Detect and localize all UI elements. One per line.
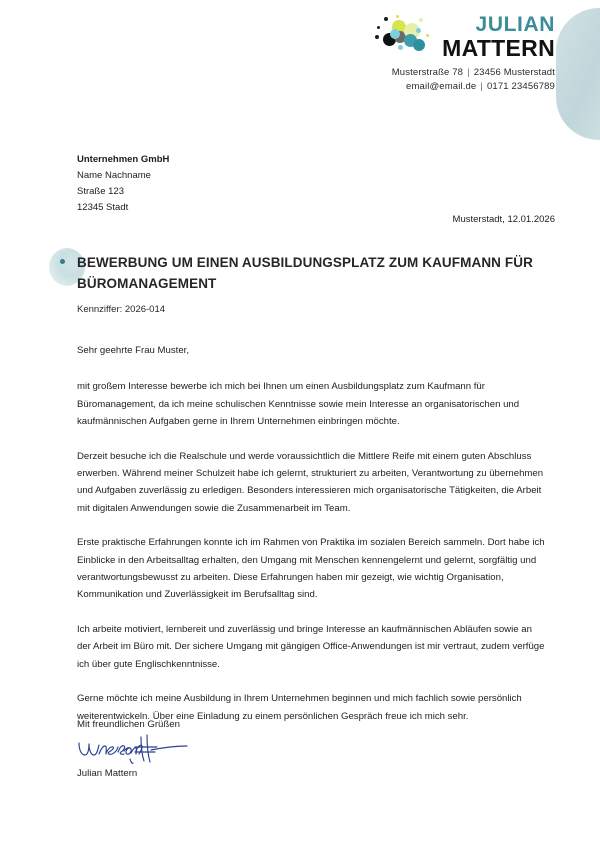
letter-body (77, 342, 545, 725)
place-and-date: Musterstadt, 12.01.2026 (452, 214, 555, 225)
sender-email[interactable]: email@email.de (406, 81, 477, 92)
dots-cluster-logo-icon (374, 14, 436, 58)
sender-last-name: MATTERN (442, 35, 555, 61)
contact-separator-1: | (467, 67, 470, 78)
logo-dot (398, 45, 403, 50)
signature-block (77, 717, 377, 781)
closing-phrase: Mit freundlichen Grüßen (77, 719, 180, 730)
recipient-name: Name Nachname (77, 170, 151, 181)
logo-dot (413, 39, 425, 51)
title-section (77, 252, 547, 315)
recipient-company: Unternehmen GmbH (77, 154, 170, 165)
logo-dot (375, 35, 379, 39)
logo-dot (419, 18, 423, 22)
logo-row (0, 14, 555, 60)
logo-dot (426, 34, 429, 37)
signer-name: Julian Mattern (77, 768, 138, 779)
sender-street: Musterstraße 78 (391, 67, 464, 78)
sender-contact-line (0, 81, 555, 92)
logo-dot (384, 17, 388, 21)
handwritten-signature-icon (75, 733, 225, 767)
body-paragraph: Ich arbeite motiviert, lernbereit und zuverlässig und bringe Interesse an kaufmännischen Abläufen sowie an der Arbeit im Büro mit. Der sichere Umgang mit gängigen Office-Anwendungen ist mir vertraut, zudem verfüge ich über gute Englischkenntnisse. (77, 623, 545, 670)
logo-dot (396, 15, 399, 18)
recipient-address-block (77, 152, 169, 216)
letterhead (0, 0, 600, 92)
body-paragraph: Derzeit besuche ich die Realschule und werde voraussichtlich die Mittlere Reife mit einem guten Abschluss erwerben. Während meiner Schulzeit habe ich gelernt, strukturiert zu arbeiten, Verantwortung zu übernehmen und Aufgaben zuverlässig zu erledigen. Besonders interessieren mich organisatorische Tätigkeiten, die Arbeit mit digitalen Anwendungen sowie die Zusammenarbeit im Team. (77, 450, 544, 514)
sender-name-block (442, 14, 555, 60)
body-paragraph: Erste praktische Erfahrungen konnte ich im Rahmen von Praktika im sozialen Bereich sammeln. Dort habe ich Einblicke in den Arbeitsalltag erhalten, den Umgang mit Menschen kennengelernt und gelernt, sorgfältig und verantwortungsbewusst zu arbeiten. Diese Erfahrungen haben mir gezeigt, wie wichtig Organisation, Kommunikation und Zuverlässigkeit im Berufsalltag sind. (77, 537, 545, 601)
recipient-city: 12345 Stadt (77, 202, 129, 213)
page-title: BEWERBUNG UM EINEN AUSBILDUNGSPLATZ ZUM KAUFMANN FÜR BÜROMANAGEMENT (77, 255, 533, 291)
title-accent-dot-icon (60, 259, 65, 264)
body-paragraph: Gerne möchte ich meine Ausbildung in Ihrem Unternehmen beginnen und mich fachlich sowie persönlich weiterentwickeln. Über eine Einladung zu einem persönlichen Gespräch freue ich mich sehr. (77, 693, 522, 722)
reference-number: Kennziffer: 2026-014 (77, 304, 166, 315)
recipient-street: Straße 123 (77, 186, 124, 197)
sender-city: 23456 Musterstadt (473, 67, 555, 78)
sender-address-line (0, 67, 555, 78)
logo-dot (416, 28, 421, 33)
salutation: Sehr geehrte Frau Muster, (77, 345, 189, 356)
logo-dot (377, 26, 380, 29)
sender-phone[interactable]: 0171 23456789 (487, 81, 555, 92)
body-paragraph: mit großem Interesse bewerbe ich mich bei Ihnen um einen Ausbildungsplatz zum Kaufmann für Büromanagement, da ich meine schulischen Kenntnisse sowie mein Interesse an organisatorischen und kaufmännischen Aufgaben gerne in Ihrem Unternehmen einbringen möchte. (77, 381, 520, 428)
contact-separator-2: | (480, 81, 483, 92)
sender-first-name: JULIAN (475, 13, 555, 36)
